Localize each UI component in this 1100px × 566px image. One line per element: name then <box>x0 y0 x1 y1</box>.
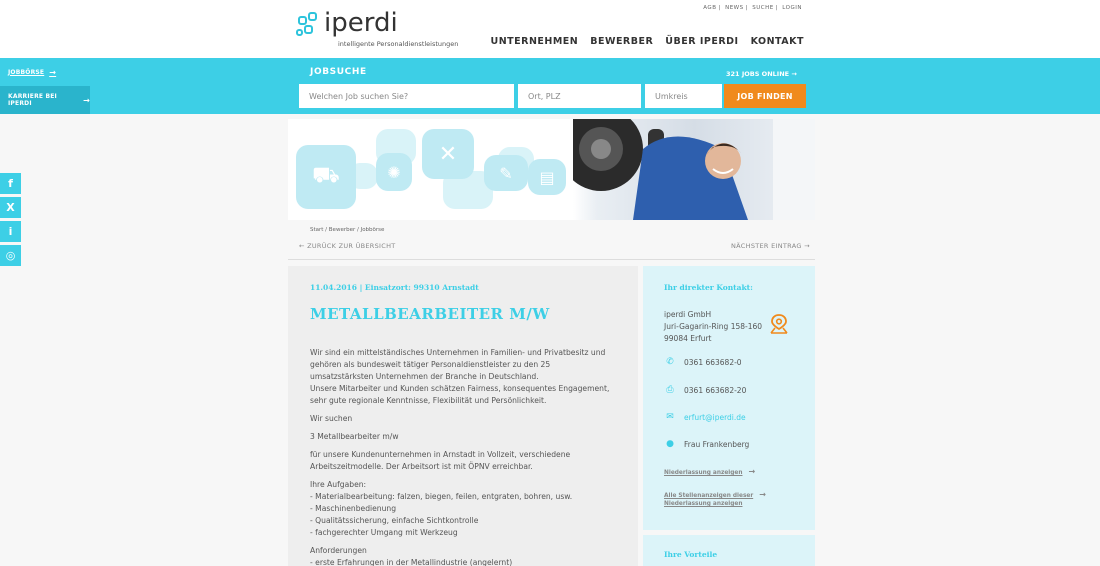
phone-icon: ✆ <box>666 357 674 367</box>
arrow-right-icon: → <box>759 490 766 499</box>
task-item: - fachgerechter Umgang mit Werkzeug <box>310 528 458 537</box>
person-icon: ● <box>666 439 674 449</box>
requirements <box>310 545 610 566</box>
tasks-head: Ihre Aufgaben: <box>310 480 367 489</box>
arrow-right-icon: → <box>804 242 810 250</box>
breadcrumb[interactable]: Start / Bewerber / Jobbörse <box>310 227 385 233</box>
mail-icon: ✉ <box>666 412 674 422</box>
contact-person: Frau Frankenberg <box>684 439 750 449</box>
ort-plz-input[interactable]: Ort, PLZ <box>518 84 641 108</box>
utility-nav: AGB | NEWS | SUCHE | LOGIN <box>703 5 802 11</box>
niederlassung-label: Niederlassung anzeigen <box>664 470 743 476</box>
hero-banner <box>288 119 815 220</box>
pen-icon: ✎ <box>484 155 528 191</box>
side-link-karriere[interactable] <box>0 86 90 114</box>
logo[interactable] <box>298 8 459 50</box>
umkreis-select[interactable]: Umkreis <box>645 84 722 108</box>
phone-row <box>664 357 742 367</box>
fax-number: 0361 663682-20 <box>684 385 747 395</box>
intro-2: Unsere Mitarbeiter und Kunden schätzen Fairness, konsequentes Engagement, sehr gute regionale Kenntnisse, Flexibilität und Persönlichkeit. <box>310 384 610 405</box>
next-entry-link[interactable] <box>731 242 810 250</box>
wir-suchen: Wir suchen <box>310 414 353 423</box>
site-header <box>0 0 1100 58</box>
jobs-online-label: 321 JOBS ONLINE <box>726 70 790 78</box>
vorteile-card <box>643 535 815 566</box>
main-nav <box>491 36 805 47</box>
back-label: ZURÜCK ZUR ÜBERSICHT <box>307 242 396 250</box>
contact-card <box>643 266 815 530</box>
nav-unternehmen[interactable]: UNTERNEHMEN <box>490 36 579 47</box>
job-title: METALLBEARBEITER M/W <box>310 305 550 323</box>
arrow-right-icon: → <box>791 70 797 78</box>
jobs-online-link[interactable] <box>726 70 797 78</box>
tools-icon: ✕ <box>422 129 474 179</box>
arrow-right-icon: → <box>83 95 90 105</box>
nav-kontakt[interactable]: KONTAKT <box>750 36 804 47</box>
xing-icon[interactable]: X <box>0 197 21 218</box>
bricks-icon: ▤ <box>528 159 566 195</box>
task-item: - Qualitätssicherung, einfache Sichtkontrolle <box>310 516 479 525</box>
side-link-jobboerse-label: JOBBÖRSE <box>8 68 45 76</box>
back-to-overview-link[interactable] <box>299 242 396 250</box>
side-link-karriere-label: KARRIERE BEI IPERDI <box>8 93 57 107</box>
street: Juri-Gagarin-Ring 158-160 <box>664 322 763 331</box>
side-link-jobboerse[interactable] <box>0 58 90 86</box>
vorteile-heading: Ihre Vorteile <box>664 550 718 559</box>
info-icon[interactable]: i <box>0 221 21 242</box>
person-row <box>664 439 749 449</box>
alle-stellenanzeigen-link[interactable] <box>664 491 766 508</box>
intro-1: Wir sind ein mittelständisches Unternehmen in Familien- und Privatbesitz und gehören als bundesweit tätiger Personaldienstleister zu den 25 umsatzstärksten Unternehmen der Branche in Deutschland. <box>310 348 606 381</box>
logo-mark-icon <box>298 16 320 38</box>
lightbulb-icon: ✺ <box>376 153 412 191</box>
req-item: - erste Erfahrungen in der Metallindustrie (angelernt) <box>310 558 513 566</box>
req-head: Anforderungen <box>310 546 367 555</box>
contact-address <box>664 309 762 345</box>
niederlassung-link[interactable] <box>664 468 755 477</box>
job-meta: 11.04.2016 | Einsatzort: 99310 Arnstadt <box>310 283 479 292</box>
fax-row <box>664 385 746 395</box>
nav-ueber-iperdi[interactable]: ÜBER IPERDI <box>665 36 739 47</box>
instagram-icon[interactable]: ◎ <box>0 245 21 266</box>
nav-bewerber[interactable]: BEWERBER <box>590 36 654 47</box>
city: 99084 Erfurt <box>664 334 712 343</box>
phone-number[interactable]: 0361 663682-0 <box>684 357 742 367</box>
job-count: 3 Metallbearbeiter m/w <box>310 432 399 441</box>
mechanic-photo <box>573 119 815 220</box>
intro-text <box>310 347 610 407</box>
alle-label-1: Alle Stellenanzeigen dieser <box>664 493 754 499</box>
job-finden-button[interactable]: JOB FINDEN <box>724 84 806 108</box>
logo-tagline: intelligente Personaldienstleistungen <box>338 40 459 48</box>
job-desc: für unsere Kundenunternehmen in Arnstadt in Vollzeit, verschiedene Arbeitszeitmodelle. Der Arbeitsort ist mit ÖPNV erreichbar. <box>310 450 571 471</box>
forklift-icon: ⛟ <box>296 145 356 209</box>
arrow-right-icon: → <box>748 467 756 476</box>
mechanic-illustration <box>573 119 815 220</box>
job-description <box>310 347 610 566</box>
task-item: - Materialbearbeitung: falzen, biegen, feilen, entgraten, bohren, usw. <box>310 492 573 501</box>
map-pin-icon[interactable] <box>770 314 788 334</box>
company-name: iperdi GmbH <box>664 310 712 319</box>
alle-label-2: Niederlassung anzeigen <box>664 501 743 507</box>
logo-word: iperdi <box>324 8 398 38</box>
divider <box>288 259 815 260</box>
util-news[interactable]: NEWS <box>725 5 744 11</box>
fax-icon: ⎙ <box>666 385 674 395</box>
job-detail-card <box>288 266 638 566</box>
jobsuche-title: JOBSUCHE <box>310 67 367 77</box>
facebook-icon[interactable]: f <box>0 173 21 194</box>
arrow-right-icon: → <box>49 67 57 77</box>
email-link[interactable]: erfurt@iperdi.de <box>684 412 746 422</box>
contact-heading: Ihr direkter Kontakt: <box>664 283 753 292</box>
job-search-input[interactable]: Welchen Job suchen Sie? <box>299 84 514 108</box>
next-label: NÄCHSTER EINTRAG <box>731 242 802 250</box>
util-agb[interactable]: AGB <box>703 5 717 11</box>
email-row <box>664 412 746 422</box>
task-item: - Maschinenbedienung <box>310 504 397 513</box>
util-login[interactable]: LOGIN <box>782 5 802 11</box>
arrow-left-icon: ← <box>299 242 305 250</box>
tasks-list <box>310 479 610 539</box>
util-suche[interactable]: SUCHE <box>752 5 774 11</box>
